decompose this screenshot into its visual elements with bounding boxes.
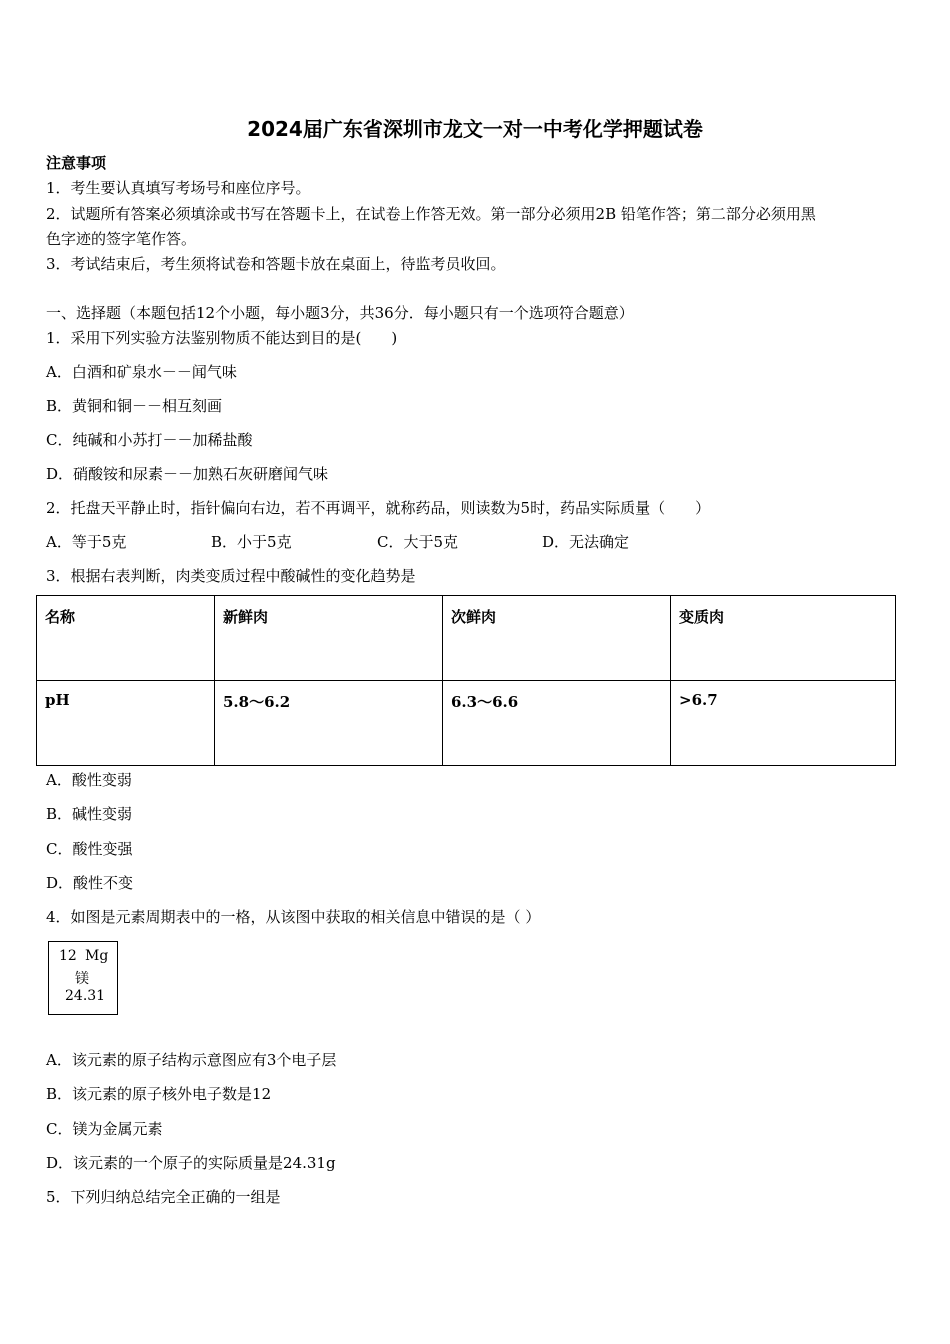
question-1-option-d: D．硝酸铵和尿素－－加熟石灰研磨闻气味 (46, 465, 329, 483)
atomic-mass: 24.31 (65, 988, 106, 1004)
question-5-stem: 5．下列归纳总结完全正确的一组是 (46, 1188, 281, 1206)
table-header-row (37, 596, 896, 681)
question-2-option-a: A．等于5克 (46, 533, 127, 551)
table-row (37, 681, 896, 766)
ph-table (36, 595, 896, 766)
table-cell: 变质肉 (671, 596, 896, 681)
periodic-table-cell (48, 941, 118, 1015)
question-4-option-b: B．该元素的原子核外电子数是12 (46, 1085, 272, 1103)
table-cell: 名称 (37, 596, 215, 681)
question-1-option-a: A．白酒和矿泉水－－闻气味 (46, 363, 237, 381)
question-4-option-d: D．该元素的一个原子的实际质量是24.31g (46, 1154, 336, 1172)
atomic-number: 12 (59, 948, 77, 964)
table-cell: 新鲜肉 (215, 596, 443, 681)
table-cell: 次鲜肉 (443, 596, 671, 681)
notice-heading: 注意事项 (46, 154, 107, 172)
notice-item-2: 2．试题所有答案必须填涂或书写在答题卡上，在试卷上作答无效。第一部分必须用2B 铅笔作答；第二部分必须用黑 (46, 205, 816, 223)
table-cell: 5.8～6.2 (215, 681, 443, 766)
element-symbol: Mg (85, 948, 109, 964)
question-4-option-c: C．镁为金属元素 (46, 1120, 163, 1138)
table-cell: pH (37, 681, 215, 766)
question-2-stem: 2．托盘天平静止时，指针偏向右边，若不再调平，就称药品，则读数为5时，药品实际质量（ ） (46, 499, 711, 517)
question-2-option-b: B．小于5克 (211, 533, 292, 551)
section-heading: 一、选择题（本题包括12个小题，每小题3分，共36分．每小题只有一个选项符合题意） (46, 304, 634, 322)
question-1-stem: 1．采用下列实验方法鉴别物质不能达到目的是( ) (46, 329, 398, 347)
question-2-option-c: C．大于5克 (377, 533, 459, 551)
question-3-option-b: B．碱性变弱 (46, 805, 133, 823)
question-1-option-b: B．黄铜和铜－－相互刻画 (46, 397, 223, 415)
page-title: 2024届广东省深圳市龙文一对一中考化学押题试卷 (247, 117, 703, 141)
question-1-option-c: C．纯碱和小苏打－－加稀盐酸 (46, 431, 253, 449)
element-name: 镁 (75, 971, 89, 987)
table-cell: >6.7 (671, 681, 896, 766)
question-2-option-d: D．无法确定 (542, 533, 630, 551)
notice-item-1: 1．考生要认真填写考场号和座位序号。 (46, 179, 311, 197)
table-cell: 6.3～6.6 (443, 681, 671, 766)
notice-item-2-cont: 色字迹的签字笔作答。 (46, 230, 197, 248)
question-3-option-a: A．酸性变弱 (46, 771, 132, 789)
question-3-option-d: D．酸性不变 (46, 874, 134, 892)
question-4-stem: 4．如图是元素周期表中的一格，从该图中获取的相关信息中错误的是（ ） (46, 908, 541, 926)
question-3-option-c: C．酸性变强 (46, 840, 133, 858)
notice-item-3: 3．考试结束后，考生须将试卷和答题卡放在桌面上，待监考员收回。 (46, 255, 506, 273)
question-3-stem: 3．根据右表判断，肉类变质过程中酸碱性的变化趋势是 (46, 567, 416, 585)
question-4-option-a: A．该元素的原子结构示意图应有3个电子层 (46, 1051, 337, 1069)
